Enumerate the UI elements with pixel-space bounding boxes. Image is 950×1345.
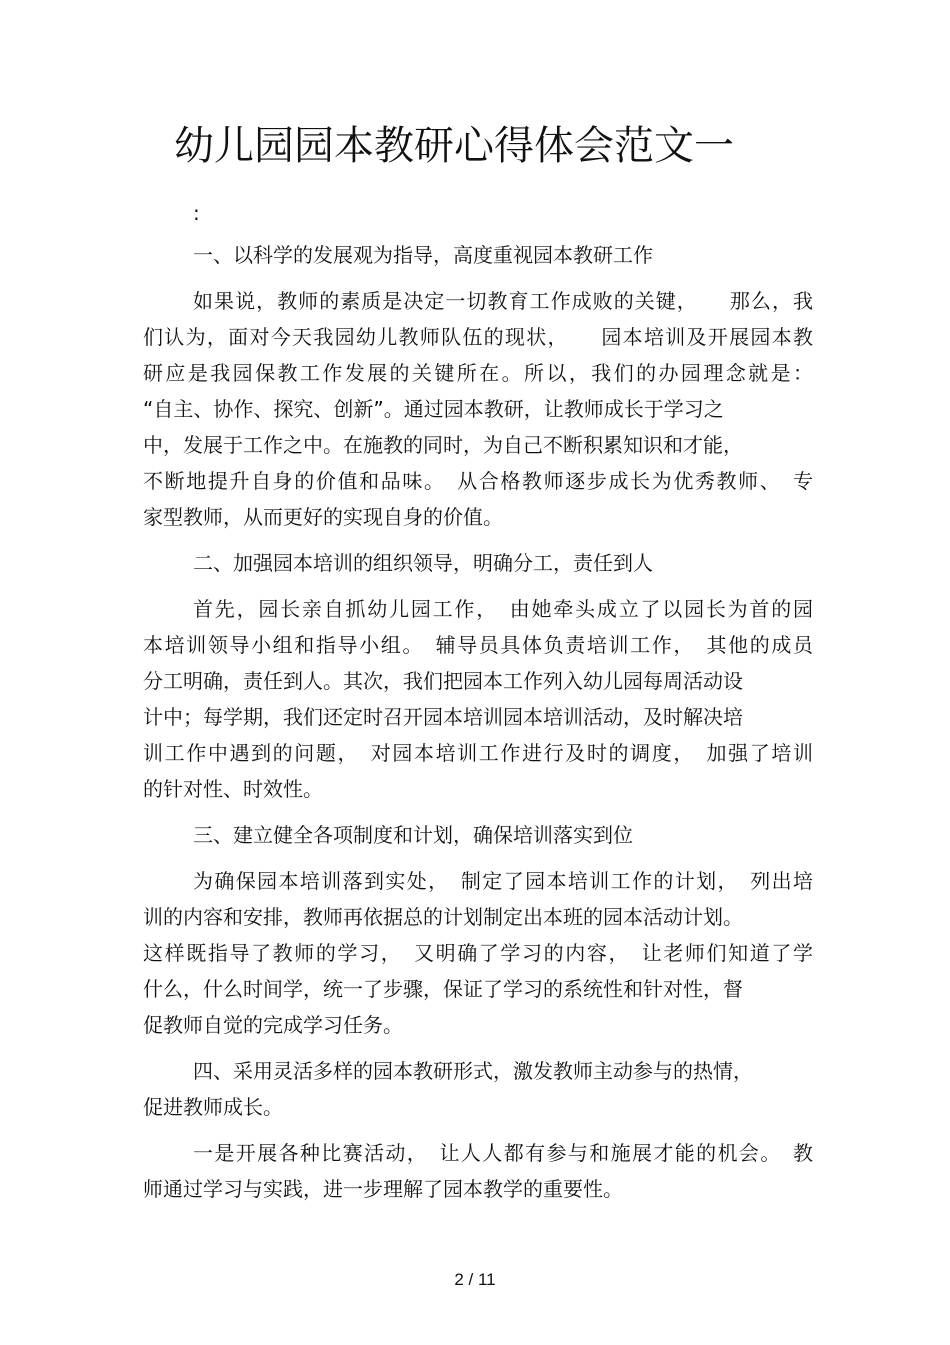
paragraph-line: 促教师自觉的完成学习任务。 <box>143 1013 403 1037</box>
paragraph-line: 训工作中遇到的问题， 对园本培训工作进行及时的调度， 加强了培训 <box>143 741 813 765</box>
paragraph-line: 如果说，教师的素质是决定一切教育工作成败的关键， 那么，我 <box>193 289 813 313</box>
paragraph-line: 为确保园本培训落到实处， 制定了园本培训工作的计划， 列出培 <box>193 869 813 893</box>
section-heading-1: 一、以科学的发展观为指导，高度重视园本教研工作 <box>193 243 653 267</box>
document-title: 幼儿园园本教研心得体会范文一 <box>174 123 734 169</box>
paragraph-line: 首先，园长亲自抓幼儿园工作， 由她牵头成立了以园长为首的园 <box>193 597 813 621</box>
paragraph-line: 分工明确，责任到人。其次，我们把园本工作列入幼儿园每周活动设 <box>143 669 743 693</box>
paragraph-line: “自主、协作、探究、创新”。通过园本教研，让教师成长于学习之 <box>143 397 724 421</box>
page-number: 2 / 11 <box>454 1270 496 1289</box>
paragraph-line: 一是开展各种比赛活动， 让人人都有参与和施展才能的机会。 教 <box>193 1141 813 1165</box>
paragraph-line: 们认为，面对今天我园幼儿教师队伍的现状， 园本培训及开展园本教 <box>143 325 813 349</box>
colon-line: : <box>193 201 200 225</box>
paragraph-line: 中，发展于工作之中。在施教的同时，为自己不断积累知识和才能， <box>143 433 743 457</box>
paragraph-line: 师通过学习与实践，进一步理解了园本教学的重要性。 <box>143 1177 623 1201</box>
section-heading-3: 三、建立健全各项制度和计划，确保培训落实到位 <box>193 823 633 847</box>
paragraph-line: 这样既指导了教师的学习， 又明确了学习的内容， 让老师们知道了学 <box>143 941 813 965</box>
paragraph-line: 本培训领导小组和指导小组。 辅导员具体负责培训工作， 其他的成员 <box>143 633 813 657</box>
paragraph-line: 计中；每学期，我们还定时召开园本培训园本培训活动，及时解决培 <box>143 705 743 729</box>
paragraph-line: 家型教师，从而更好的实现自身的价值。 <box>143 505 503 529</box>
paragraph-line: 的针对性、时效性。 <box>143 777 323 801</box>
paragraph-line: 研应是我园保教工作发展的关键所在。所以，我们的办园理念就是： <box>143 361 813 385</box>
section-heading-4-continued: 促进教师成长。 <box>143 1095 283 1119</box>
paragraph-line: 训的内容和安排，教师再依据总的计划制定出本班的园本活动计划。 <box>143 905 743 929</box>
paragraph-line: 什么，什么时间学，统一了步骤，保证了学习的系统性和针对性，督 <box>143 977 743 1001</box>
section-heading-4: 四、采用灵活多样的园本教研形式，激发教师主动参与的热情， <box>193 1059 753 1083</box>
paragraph-line: 不断地提升自身的价值和品味。 从合格教师逐步成长为优秀教师、 专 <box>143 469 813 493</box>
section-heading-2: 二、加强园本培训的组织领导，明确分工，责任到人 <box>193 551 653 575</box>
